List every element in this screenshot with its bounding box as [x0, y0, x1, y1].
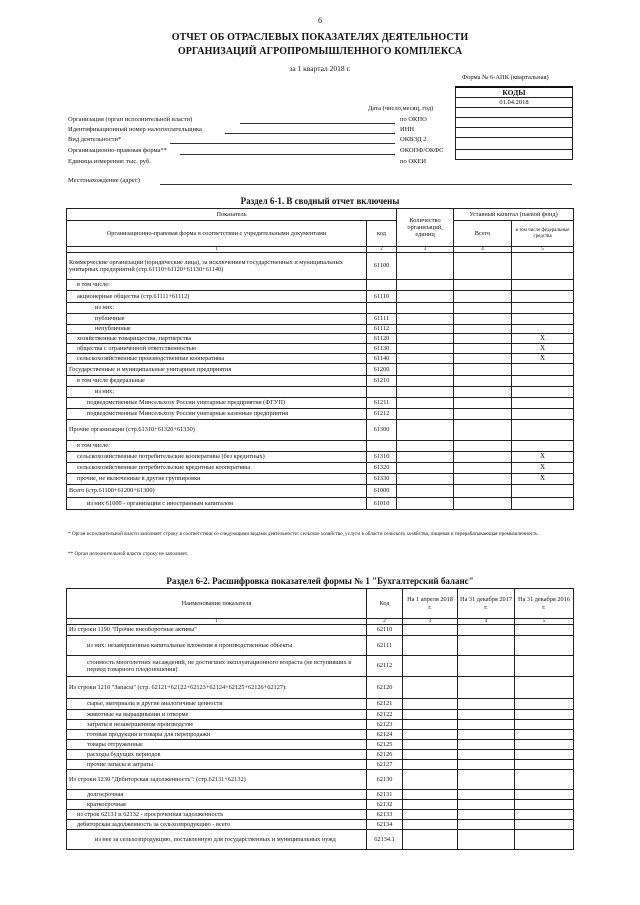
location-line	[160, 184, 572, 185]
s1-row-code	[367, 441, 397, 452]
s1-row-federal-cell[interactable]	[512, 253, 574, 280]
s1-row-code: 61320	[367, 463, 397, 474]
activity-label: Вид деятельности*	[68, 136, 122, 143]
s1-row-code: 61210	[367, 376, 397, 387]
s2-row-value-cell[interactable]	[458, 830, 515, 850]
s2-row-label: дебиторская задолженность за сельхозпродукцию - всего	[67, 820, 367, 830]
s1-row-label: в том числе:	[67, 280, 367, 291]
s1-row-federal-cell[interactable]	[512, 409, 574, 420]
s1-row-label: сельскохозяйственные потребительские кредитные кооперативы	[67, 463, 367, 474]
s2-row-code: 62120	[367, 677, 403, 699]
s1-row-label: в том числе федеральные	[67, 376, 367, 387]
s2-row-value-cell[interactable]	[458, 677, 515, 699]
org-line	[240, 123, 395, 124]
s2-row-value-cell[interactable]	[458, 810, 515, 820]
s1-row-label: Коммерческие организации (юридические лица), за исключением государственных и муниципальных унитарных предприятий (стр.61110+61120+61130+61140)	[67, 253, 367, 280]
s1-row	[67, 398, 574, 409]
s2-row-label: Из строки 1210 "Запасы" (стр. 62121+62122+62123+62124+62125+62126+62127):	[67, 677, 367, 699]
s2-row-value-cell[interactable]	[403, 760, 458, 770]
s2-row	[67, 740, 574, 750]
s1-head-total: Всего	[454, 221, 512, 247]
s1-row-value-cell[interactable]	[397, 387, 454, 398]
s1-row	[67, 387, 574, 398]
s1-row-code: 61010	[367, 498, 397, 510]
s1-row	[67, 303, 574, 314]
s2-row-code: 62121	[367, 699, 403, 710]
s1-num-4: 4	[454, 247, 512, 253]
org-label: Организация (орган исполнительной власти)	[68, 116, 193, 123]
s2-row-value-cell[interactable]	[515, 677, 574, 699]
s1-row-federal-cell[interactable]	[512, 364, 574, 376]
s1-row-federal-cell[interactable]	[512, 303, 574, 314]
s2-row-value-cell[interactable]	[403, 830, 458, 850]
s2-row-value-cell[interactable]	[515, 730, 574, 740]
footnote-2: ** Орган исполнительной власти строку не заполняет.	[68, 551, 189, 557]
s1-row	[67, 485, 574, 498]
s1-row-value-cell[interactable]	[454, 474, 512, 485]
s1-row	[67, 498, 574, 510]
s2-row	[67, 699, 574, 710]
s2-row-code: 62123	[367, 720, 403, 730]
s1-row-federal-cell[interactable]	[512, 280, 574, 291]
s1-row-value-cell[interactable]	[454, 498, 512, 510]
s2-row-code: 62126	[367, 750, 403, 760]
s1-row	[67, 441, 574, 452]
s2-row-value-cell[interactable]	[403, 800, 458, 810]
s2-row-code: 62132	[367, 800, 403, 810]
s2-row-label: товары отгруженные	[67, 740, 367, 750]
s2-row-code: 62131	[367, 790, 403, 800]
s1-row-code: 61212	[367, 409, 397, 420]
s1-row-federal-cell[interactable]	[512, 325, 574, 334]
section1-title: Раздел 6-1. В сводный отчет включены	[240, 196, 400, 206]
s1-row	[67, 420, 574, 441]
s1-row-value-cell[interactable]	[454, 452, 512, 463]
s1-row-code	[367, 303, 397, 314]
s2-row-label: затраты в незавершенном производстве	[67, 720, 367, 730]
section1-table	[66, 208, 574, 510]
s2-row-value-cell[interactable]	[515, 790, 574, 800]
s2-row-value-cell[interactable]	[403, 750, 458, 760]
s1-row-value-cell[interactable]	[397, 398, 454, 409]
s2-row-code: 62134.1	[367, 830, 403, 850]
s1-row	[67, 409, 574, 420]
s2-row-value-cell[interactable]	[403, 810, 458, 820]
s1-row-value-cell[interactable]	[397, 376, 454, 387]
section2-title: Раздел 6-2. Расшифровка показателей формы № 1 "Бухгалтерский баланс"	[166, 576, 474, 586]
s1-row-code: 61211	[367, 398, 397, 409]
s2-row-code: 62127	[367, 760, 403, 770]
s1-row-value-cell[interactable]	[397, 485, 454, 498]
form-label: Форма № 6-АПК (квартальная)	[462, 74, 549, 81]
s2-row-value-cell[interactable]	[458, 636, 515, 656]
s1-row	[67, 452, 574, 463]
s1-head-federal: в том числе федеральные средства	[512, 221, 574, 247]
s2-row-value-cell[interactable]	[403, 677, 458, 699]
s1-row-federal-cell[interactable]: X	[512, 463, 574, 474]
s1-row-code: 61111	[367, 314, 397, 325]
activity-line	[170, 143, 395, 144]
s1-row-value-cell[interactable]	[454, 291, 512, 303]
s1-num-1: 1	[67, 247, 367, 253]
s1-row	[67, 474, 574, 485]
s1-num-5: 5	[512, 247, 574, 253]
s1-row-federal-cell[interactable]: X	[512, 474, 574, 485]
s2-row-code: 62111	[367, 636, 403, 656]
s2-row	[67, 820, 574, 830]
s1-row-code: 61100	[367, 253, 397, 280]
s2-row-value-cell[interactable]	[458, 820, 515, 830]
s1-row-code: 61000	[367, 485, 397, 498]
s2-row-value-cell[interactable]	[515, 740, 574, 750]
footnote-1: * Орган исполнительной власти заполняет строку в соответствии со следующими видами деятельности: сельское хозяйство, услуги в области сельского хозяйства, пищевая и перерабатывающая промышленность.	[68, 531, 539, 537]
s2-row-value-cell[interactable]	[515, 770, 574, 790]
report-title-line1: ОТЧЕТ ОБ ОТРАСЛЕВЫХ ПОКАЗАТЕЛЯХ ДЕЯТЕЛЬНОСТИ	[171, 32, 469, 43]
s1-row-value-cell[interactable]	[397, 498, 454, 510]
s1-row-label: непубличные	[67, 325, 367, 334]
s2-row-label: из них: незавершенные капитальные вложения в производственные объекты	[67, 636, 367, 656]
s1-row-value-cell[interactable]	[454, 387, 512, 398]
s1-row-value-cell[interactable]	[454, 420, 512, 441]
s1-row-code: 61300	[367, 420, 397, 441]
s1-row-federal-cell[interactable]	[512, 485, 574, 498]
s1-row	[67, 364, 574, 376]
s2-row-value-cell[interactable]	[403, 699, 458, 710]
s1-row	[67, 376, 574, 387]
s2-row-value-cell[interactable]	[515, 720, 574, 730]
s1-row-code: 61330	[367, 474, 397, 485]
s2-row-value-cell[interactable]	[403, 710, 458, 720]
s1-row	[67, 344, 574, 354]
s1-row-label: из них 61000 - организации с иностранным капиталом	[67, 498, 367, 510]
inn-cell	[456, 118, 573, 128]
s1-num-2: 2	[367, 247, 397, 253]
s1-row-label: акционерные общества (стр.61111+61112)	[67, 291, 367, 303]
okpo-label: по ОКПО	[400, 116, 427, 123]
legal-form-label: Организационно-правовая форма**	[68, 147, 167, 154]
codes-table	[455, 86, 573, 160]
s2-row-code: 62133	[367, 810, 403, 820]
s2-row-label: животные на выращивании и откорме	[67, 710, 367, 720]
s1-head-form: Организационно-правовая форма в соответствии с учредительными документами	[67, 221, 367, 247]
s2-row-label: Из строки 1230 "Дебиторская задолженность": (стр.62131+62132)	[67, 770, 367, 790]
date-value: 01.04.2018	[456, 98, 573, 108]
s1-row-code	[367, 280, 397, 291]
inn-line	[225, 133, 395, 134]
s1-row-federal-cell[interactable]	[512, 420, 574, 441]
s1-row-code: 61140	[367, 354, 397, 364]
s2-num-4: 4	[458, 619, 515, 625]
s2-row-label: Из строки 1190 "Прочие внеоборотные активы"	[67, 625, 367, 636]
s2-row-value-cell[interactable]	[458, 740, 515, 750]
s1-row-label: прочие, не включенные в другие группировки	[67, 474, 367, 485]
okpo-cell	[456, 108, 573, 118]
s2-row	[67, 636, 574, 656]
s2-row-value-cell[interactable]	[515, 830, 574, 850]
s1-row-label: публичные	[67, 314, 367, 325]
section2-table	[66, 588, 574, 850]
s2-row-value-cell[interactable]	[515, 625, 574, 636]
s2-row	[67, 810, 574, 820]
s2-row-value-cell[interactable]	[403, 820, 458, 830]
s2-row-value-cell[interactable]	[403, 790, 458, 800]
s1-row	[67, 334, 574, 344]
report-period: за 1 квартал 2018 г.	[289, 64, 351, 73]
s2-row-code: 62110	[367, 625, 403, 636]
s1-row-value-cell[interactable]	[454, 253, 512, 280]
s1-row-label: хозяйственные товарищества, партнерства	[67, 334, 367, 344]
s1-row-value-cell[interactable]	[454, 334, 512, 344]
s1-row-value-cell[interactable]	[397, 334, 454, 344]
s1-row-value-cell[interactable]	[454, 376, 512, 387]
s1-row-label: Государственные и муниципальные унитарные предприятия	[67, 364, 367, 376]
s1-head-capital: Уставный капитал (паевой фонд)	[454, 209, 574, 221]
s2-row-value-cell[interactable]	[515, 750, 574, 760]
s2-row-value-cell[interactable]	[403, 656, 458, 677]
s2-row	[67, 770, 574, 790]
okei-cell	[456, 150, 573, 160]
s1-row-label: подведомственные Минсельхозу России унитарные казенные предприятия	[67, 409, 367, 420]
codes-header: КОДЫ	[456, 87, 573, 98]
s1-row-label: сельскохозяйственные производственные кооперативы	[67, 354, 367, 364]
s2-row-value-cell[interactable]	[458, 710, 515, 720]
s1-row-label: Всего (стр.61100+61200+61300)	[67, 485, 367, 498]
s2-row-value-cell[interactable]	[403, 625, 458, 636]
okopf-label: ОКОПФ/ОКФС	[400, 147, 444, 154]
s1-row-value-cell[interactable]	[454, 398, 512, 409]
s2-row-value-cell[interactable]	[515, 656, 574, 677]
s1-row-federal-cell[interactable]: X	[512, 344, 574, 354]
s2-row-value-cell[interactable]	[458, 699, 515, 710]
s2-row-value-cell[interactable]	[458, 790, 515, 800]
s1-row-label: сельскохозяйственные потребительские кооперативы (без кредитных)	[67, 452, 367, 463]
s2-row-code: 62130	[367, 770, 403, 790]
s2-row-value-cell[interactable]	[403, 730, 458, 740]
s2-row-label: из строк 62131 и 62132 - просроченная задолженность	[67, 810, 367, 820]
s1-row-value-cell[interactable]	[397, 344, 454, 354]
inn-field-label: Идентификационный номер налогоплательщика	[68, 126, 202, 133]
s1-row-code	[367, 387, 397, 398]
okopf-cell	[456, 138, 573, 150]
s2-row	[67, 625, 574, 636]
s1-row-value-cell[interactable]	[454, 364, 512, 376]
s1-row-value-cell[interactable]	[454, 280, 512, 291]
s1-row	[67, 354, 574, 364]
s1-row-value-cell[interactable]	[397, 452, 454, 463]
s2-head-col3: На 1 апреля 2018 г.	[403, 589, 458, 619]
s2-row-label: готовая продукция и товары для перепродажи	[67, 730, 367, 740]
s2-num-1: 1	[67, 619, 367, 625]
s2-num-5: 5	[515, 619, 574, 625]
s1-row-value-cell[interactable]	[454, 303, 512, 314]
s2-row	[67, 750, 574, 760]
s2-row-value-cell[interactable]	[515, 800, 574, 810]
s1-row	[67, 253, 574, 280]
s2-row-value-cell[interactable]	[458, 800, 515, 810]
s1-row-value-cell[interactable]	[454, 409, 512, 420]
s2-row	[67, 730, 574, 740]
s2-row-value-cell[interactable]	[458, 750, 515, 760]
s2-row-value-cell[interactable]	[515, 636, 574, 656]
s2-row	[67, 677, 574, 699]
s1-row-code: 61200	[367, 364, 397, 376]
s2-num-2: 2	[367, 619, 403, 625]
s2-row-value-cell[interactable]	[458, 770, 515, 790]
okved-cell	[456, 128, 573, 138]
s1-row-federal-cell[interactable]	[512, 291, 574, 303]
report-title-line2: ОРГАНИЗАЦИЙ АГРОПРОМЫШЛЕННОГО КОМПЛЕКСА	[177, 46, 463, 57]
s1-head-count: Количество организаций, единиц	[397, 209, 454, 247]
s2-row-label: из нее за сельхозпродукцию, поставленную для государственных и муниципальных нужд	[67, 830, 367, 850]
s2-head-col5: На 31 декабря 2016 г.	[515, 589, 574, 619]
s2-row	[67, 790, 574, 800]
s1-row-federal-cell[interactable]	[512, 441, 574, 452]
s2-row-value-cell[interactable]	[403, 770, 458, 790]
s2-row-value-cell[interactable]	[515, 820, 574, 830]
s2-row	[67, 720, 574, 730]
s2-row-label: сырье, материалы и другие аналогичные ценности	[67, 699, 367, 710]
s1-row-code: 61130	[367, 344, 397, 354]
s2-row-label: краткосрочная	[67, 800, 367, 810]
s1-row-value-cell[interactable]	[454, 325, 512, 334]
s2-row-label: прочие запасы и затраты	[67, 760, 367, 770]
s1-row-value-cell[interactable]	[454, 344, 512, 354]
s1-row-label: из них:	[67, 387, 367, 398]
s2-row-value-cell[interactable]	[515, 710, 574, 720]
s2-num-3: 3	[403, 619, 458, 625]
s2-row-value-cell[interactable]	[458, 720, 515, 730]
s2-row-value-cell[interactable]	[403, 636, 458, 656]
s2-row-code: 62124	[367, 730, 403, 740]
s2-row-value-cell[interactable]	[458, 760, 515, 770]
location-label: Местонахождение (адрес)	[68, 177, 140, 184]
s1-row-federal-cell[interactable]	[512, 387, 574, 398]
s1-row-value-cell[interactable]	[397, 441, 454, 452]
s1-row-code: 61112	[367, 325, 397, 334]
s1-row-label: подведомственные Минсельхозу России унитарные предприятия (ФГУП)	[67, 398, 367, 409]
s1-row-value-cell[interactable]	[397, 325, 454, 334]
s2-row-value-cell[interactable]	[403, 740, 458, 750]
s1-row-value-cell[interactable]	[454, 441, 512, 452]
s1-row-value-cell[interactable]	[454, 354, 512, 364]
s2-row	[67, 830, 574, 850]
s2-row-label: расходы будущих периодов	[67, 750, 367, 760]
s2-row-label: долгосрочная	[67, 790, 367, 800]
s2-row	[67, 760, 574, 770]
s1-row-federal-cell[interactable]	[512, 314, 574, 325]
s2-row-value-cell[interactable]	[515, 699, 574, 710]
s1-row-value-cell[interactable]	[397, 409, 454, 420]
s1-row	[67, 291, 574, 303]
s2-row-code: 62122	[367, 710, 403, 720]
unit-label: Единица измерения: тыс. руб.	[68, 158, 151, 165]
s2-row-code: 62125	[367, 740, 403, 750]
s1-row	[67, 463, 574, 474]
okved-label: ОКВЭД 2	[400, 136, 427, 143]
s2-head-indicator: Наименование показателя	[67, 589, 367, 619]
s1-row-value-cell[interactable]	[397, 303, 454, 314]
s1-row-value-cell[interactable]	[397, 364, 454, 376]
s2-row	[67, 656, 574, 677]
s1-row-label: общества с ограниченной ответственностью	[67, 344, 367, 354]
s1-row-federal-cell[interactable]: X	[512, 354, 574, 364]
s1-row-federal-cell[interactable]	[512, 498, 574, 510]
s1-row-code: 61110	[367, 291, 397, 303]
inn-label: ИНН	[400, 126, 415, 133]
s2-row-value-cell[interactable]	[458, 625, 515, 636]
s2-row-label: стоимость многолетних насаждений, не достигших эксплуатационного возраста (не вступивших в период товарного плодоношения)	[67, 656, 367, 677]
s2-row-value-cell[interactable]	[515, 810, 574, 820]
okei-label: по ОКЕИ	[400, 158, 427, 165]
s1-row-value-cell[interactable]	[397, 354, 454, 364]
s1-head-indicator: Показатель	[67, 209, 397, 221]
s1-row-federal-cell[interactable]: X	[512, 452, 574, 463]
s1-row-code: 61120	[367, 334, 397, 344]
s2-row-value-cell[interactable]	[403, 720, 458, 730]
s1-row-federal-cell[interactable]	[512, 398, 574, 409]
s1-row-value-cell[interactable]	[397, 291, 454, 303]
page-number: 6	[318, 16, 322, 25]
s1-row-value-cell[interactable]	[397, 474, 454, 485]
s1-row	[67, 314, 574, 325]
legal-form-line	[180, 154, 395, 155]
s1-row-federal-cell[interactable]: X	[512, 334, 574, 344]
date-label: Дата (число,месяц, год)	[368, 105, 434, 112]
s1-row-value-cell[interactable]	[397, 253, 454, 280]
s2-row	[67, 800, 574, 810]
s1-row	[67, 280, 574, 291]
s2-row-value-cell[interactable]	[458, 730, 515, 740]
s2-row	[67, 710, 574, 720]
s1-row-label: из них:	[67, 303, 367, 314]
s1-row-value-cell[interactable]	[397, 314, 454, 325]
s1-row-value-cell[interactable]	[454, 463, 512, 474]
s2-row-value-cell[interactable]	[458, 656, 515, 677]
s1-row-value-cell[interactable]	[397, 420, 454, 441]
s1-row-value-cell[interactable]	[454, 485, 512, 498]
s1-row-code: 61310	[367, 452, 397, 463]
s1-row-value-cell[interactable]	[454, 314, 512, 325]
s2-head-code: Код	[367, 589, 403, 619]
s1-head-code: код	[367, 221, 397, 247]
s2-row-value-cell[interactable]	[515, 760, 574, 770]
s2-row-code: 62134	[367, 820, 403, 830]
s2-row-code: 62112	[367, 656, 403, 677]
s1-row-label: в том числе:	[67, 441, 367, 452]
s1-row-value-cell[interactable]	[397, 280, 454, 291]
s2-head-col4: На 31 декабря 2017 г.	[458, 589, 515, 619]
s1-row-federal-cell[interactable]	[512, 376, 574, 387]
s1-row-value-cell[interactable]	[397, 463, 454, 474]
s1-row	[67, 325, 574, 334]
s1-row-label: Прочие организации (стр.61310+61320+61330)	[67, 420, 367, 441]
s1-num-3: 3	[397, 247, 454, 253]
